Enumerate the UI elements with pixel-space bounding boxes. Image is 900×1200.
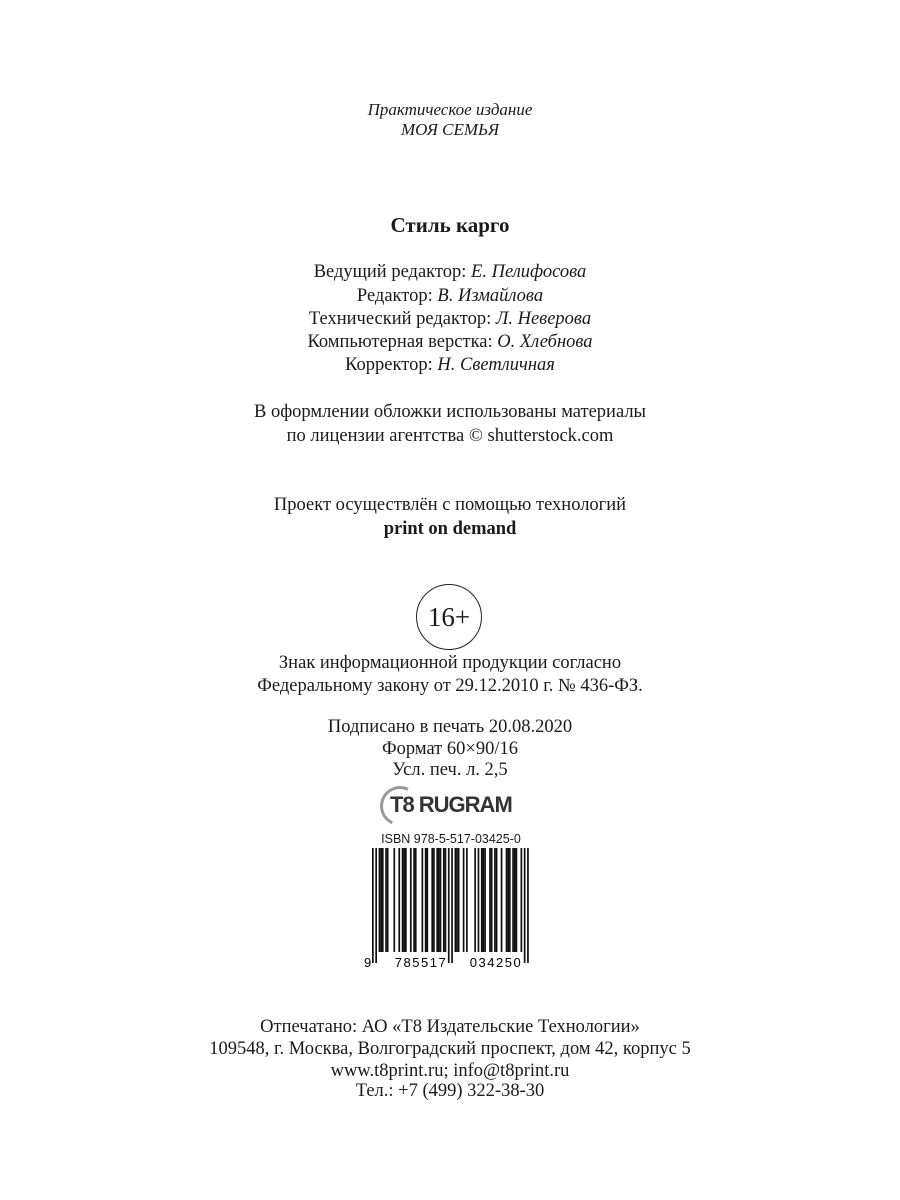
barcode-bar	[436, 848, 438, 952]
book-title: Стиль карго	[390, 213, 510, 237]
isbn-label: ISBN 978-5-517-03425-0	[381, 832, 521, 846]
barcode-bar	[521, 848, 523, 952]
barcode-bar	[527, 848, 529, 963]
print-info-line: Подписано в печать 20.08.2020	[327, 717, 573, 737]
barcode-bar	[496, 848, 498, 952]
credit-name: Е. Пелифосова	[471, 262, 587, 282]
publisher-logo	[380, 786, 520, 822]
barcode-bar	[425, 848, 427, 952]
printer-line: www.t8print.ru; info@t8print.ru	[330, 1061, 570, 1081]
barcode-bar	[481, 848, 483, 952]
barcode-bar	[458, 848, 460, 952]
barcode	[360, 848, 540, 970]
credit-name: Н. Светличная	[437, 355, 555, 375]
barcode-bar	[405, 848, 407, 952]
barcode-bar	[489, 848, 491, 952]
barcode-bar	[445, 848, 447, 952]
credit-role: Компьютерная верстка:	[307, 332, 498, 352]
project-note: Проект осуществлён с помощью технологий	[273, 495, 627, 515]
barcode-bar	[375, 848, 377, 963]
credit-name: В. Измайлова	[437, 286, 544, 306]
barcode-right-digits: 034250	[469, 955, 523, 970]
barcode-bar	[456, 848, 458, 952]
barcode-bar	[422, 848, 424, 952]
barcode-bar	[494, 848, 496, 952]
barcode-bar	[448, 848, 450, 963]
credit-line	[0, 308, 900, 330]
credit-role: Корректор:	[345, 355, 438, 375]
barcode-bar	[402, 848, 404, 952]
credit-name: О. Хлебнова	[497, 332, 593, 352]
barcode-bar	[466, 848, 468, 952]
barcode-bar	[387, 848, 389, 952]
printer-line: Отпечатано: АО «Т8 Издательские Технологии»	[260, 1017, 640, 1037]
barcode-bar	[507, 848, 509, 952]
print-info-line: Усл. печ. л. 2,5	[392, 760, 508, 780]
printer-line: 109548, г. Москва, Волгоградский проспект, дом 42, корпус 5	[209, 1039, 691, 1059]
barcode-bar	[491, 848, 493, 952]
barcode-bar	[433, 848, 435, 952]
barcode-bar	[509, 848, 511, 952]
project-note-bold: print on demand	[383, 519, 517, 539]
series-name: МОЯ СЕМЬЯ	[400, 120, 500, 139]
cover-note-line: по лицензии агентства © shutterstock.com	[286, 426, 614, 446]
barcode-bar	[440, 848, 442, 952]
barcode-bar	[410, 848, 412, 952]
barcode-bar	[524, 848, 526, 963]
barcode-bar	[463, 848, 465, 952]
barcode-bar	[426, 848, 428, 952]
barcode-bar	[382, 848, 384, 952]
barcode-first-digit: 9	[364, 955, 372, 970]
credit-role: Редактор:	[356, 286, 438, 306]
barcode-bar	[403, 848, 405, 952]
barcode-left-digits: 785517	[394, 955, 448, 970]
printer-line: Тел.: +7 (499) 322-38-30	[355, 1081, 545, 1101]
barcode-bar	[380, 848, 382, 952]
barcode-bar	[393, 848, 395, 952]
cover-note-line: В оформлении обложки использованы материалы	[253, 402, 646, 422]
barcode-bar	[512, 848, 514, 952]
barcode-bar	[501, 848, 503, 952]
print-info-line: Формат 60×90/16	[382, 739, 518, 759]
barcode-bar	[451, 848, 453, 963]
barcode-bar	[455, 848, 457, 952]
law-note-line: Знак информационной продукции согласно	[278, 653, 622, 673]
barcode-bar	[506, 848, 508, 952]
barcode-bar	[483, 848, 485, 952]
barcode-bar	[431, 848, 433, 952]
barcode-bar	[514, 848, 516, 952]
credit-role: Технический редактор:	[308, 309, 496, 329]
barcode-bar	[474, 848, 476, 952]
series-type: Практическое издание	[367, 100, 533, 119]
credit-line	[0, 354, 900, 376]
barcode-bar	[478, 848, 480, 952]
credit-name: Л. Неверова	[495, 309, 592, 329]
credit-role: Ведущий редактор:	[313, 262, 472, 282]
barcode-bar	[372, 848, 374, 963]
credit-line	[0, 285, 900, 307]
logo-text: T8 RUGRAM	[390, 792, 512, 817]
credit-line	[0, 261, 900, 283]
barcode-bar	[484, 848, 486, 952]
law-note-line: Федеральному закону от 29.12.2010 г. № 436-ФЗ.	[257, 676, 643, 696]
barcode-bar	[398, 848, 400, 952]
barcode-bar	[379, 848, 381, 952]
barcode-bar	[415, 848, 417, 952]
barcode-bar	[385, 848, 387, 952]
credit-line	[0, 331, 900, 353]
barcode-bar	[413, 848, 415, 952]
barcode-bar	[516, 848, 518, 952]
age-rating-badge: 16+	[416, 584, 482, 650]
barcode-bar	[443, 848, 445, 952]
barcode-bar	[438, 848, 440, 952]
